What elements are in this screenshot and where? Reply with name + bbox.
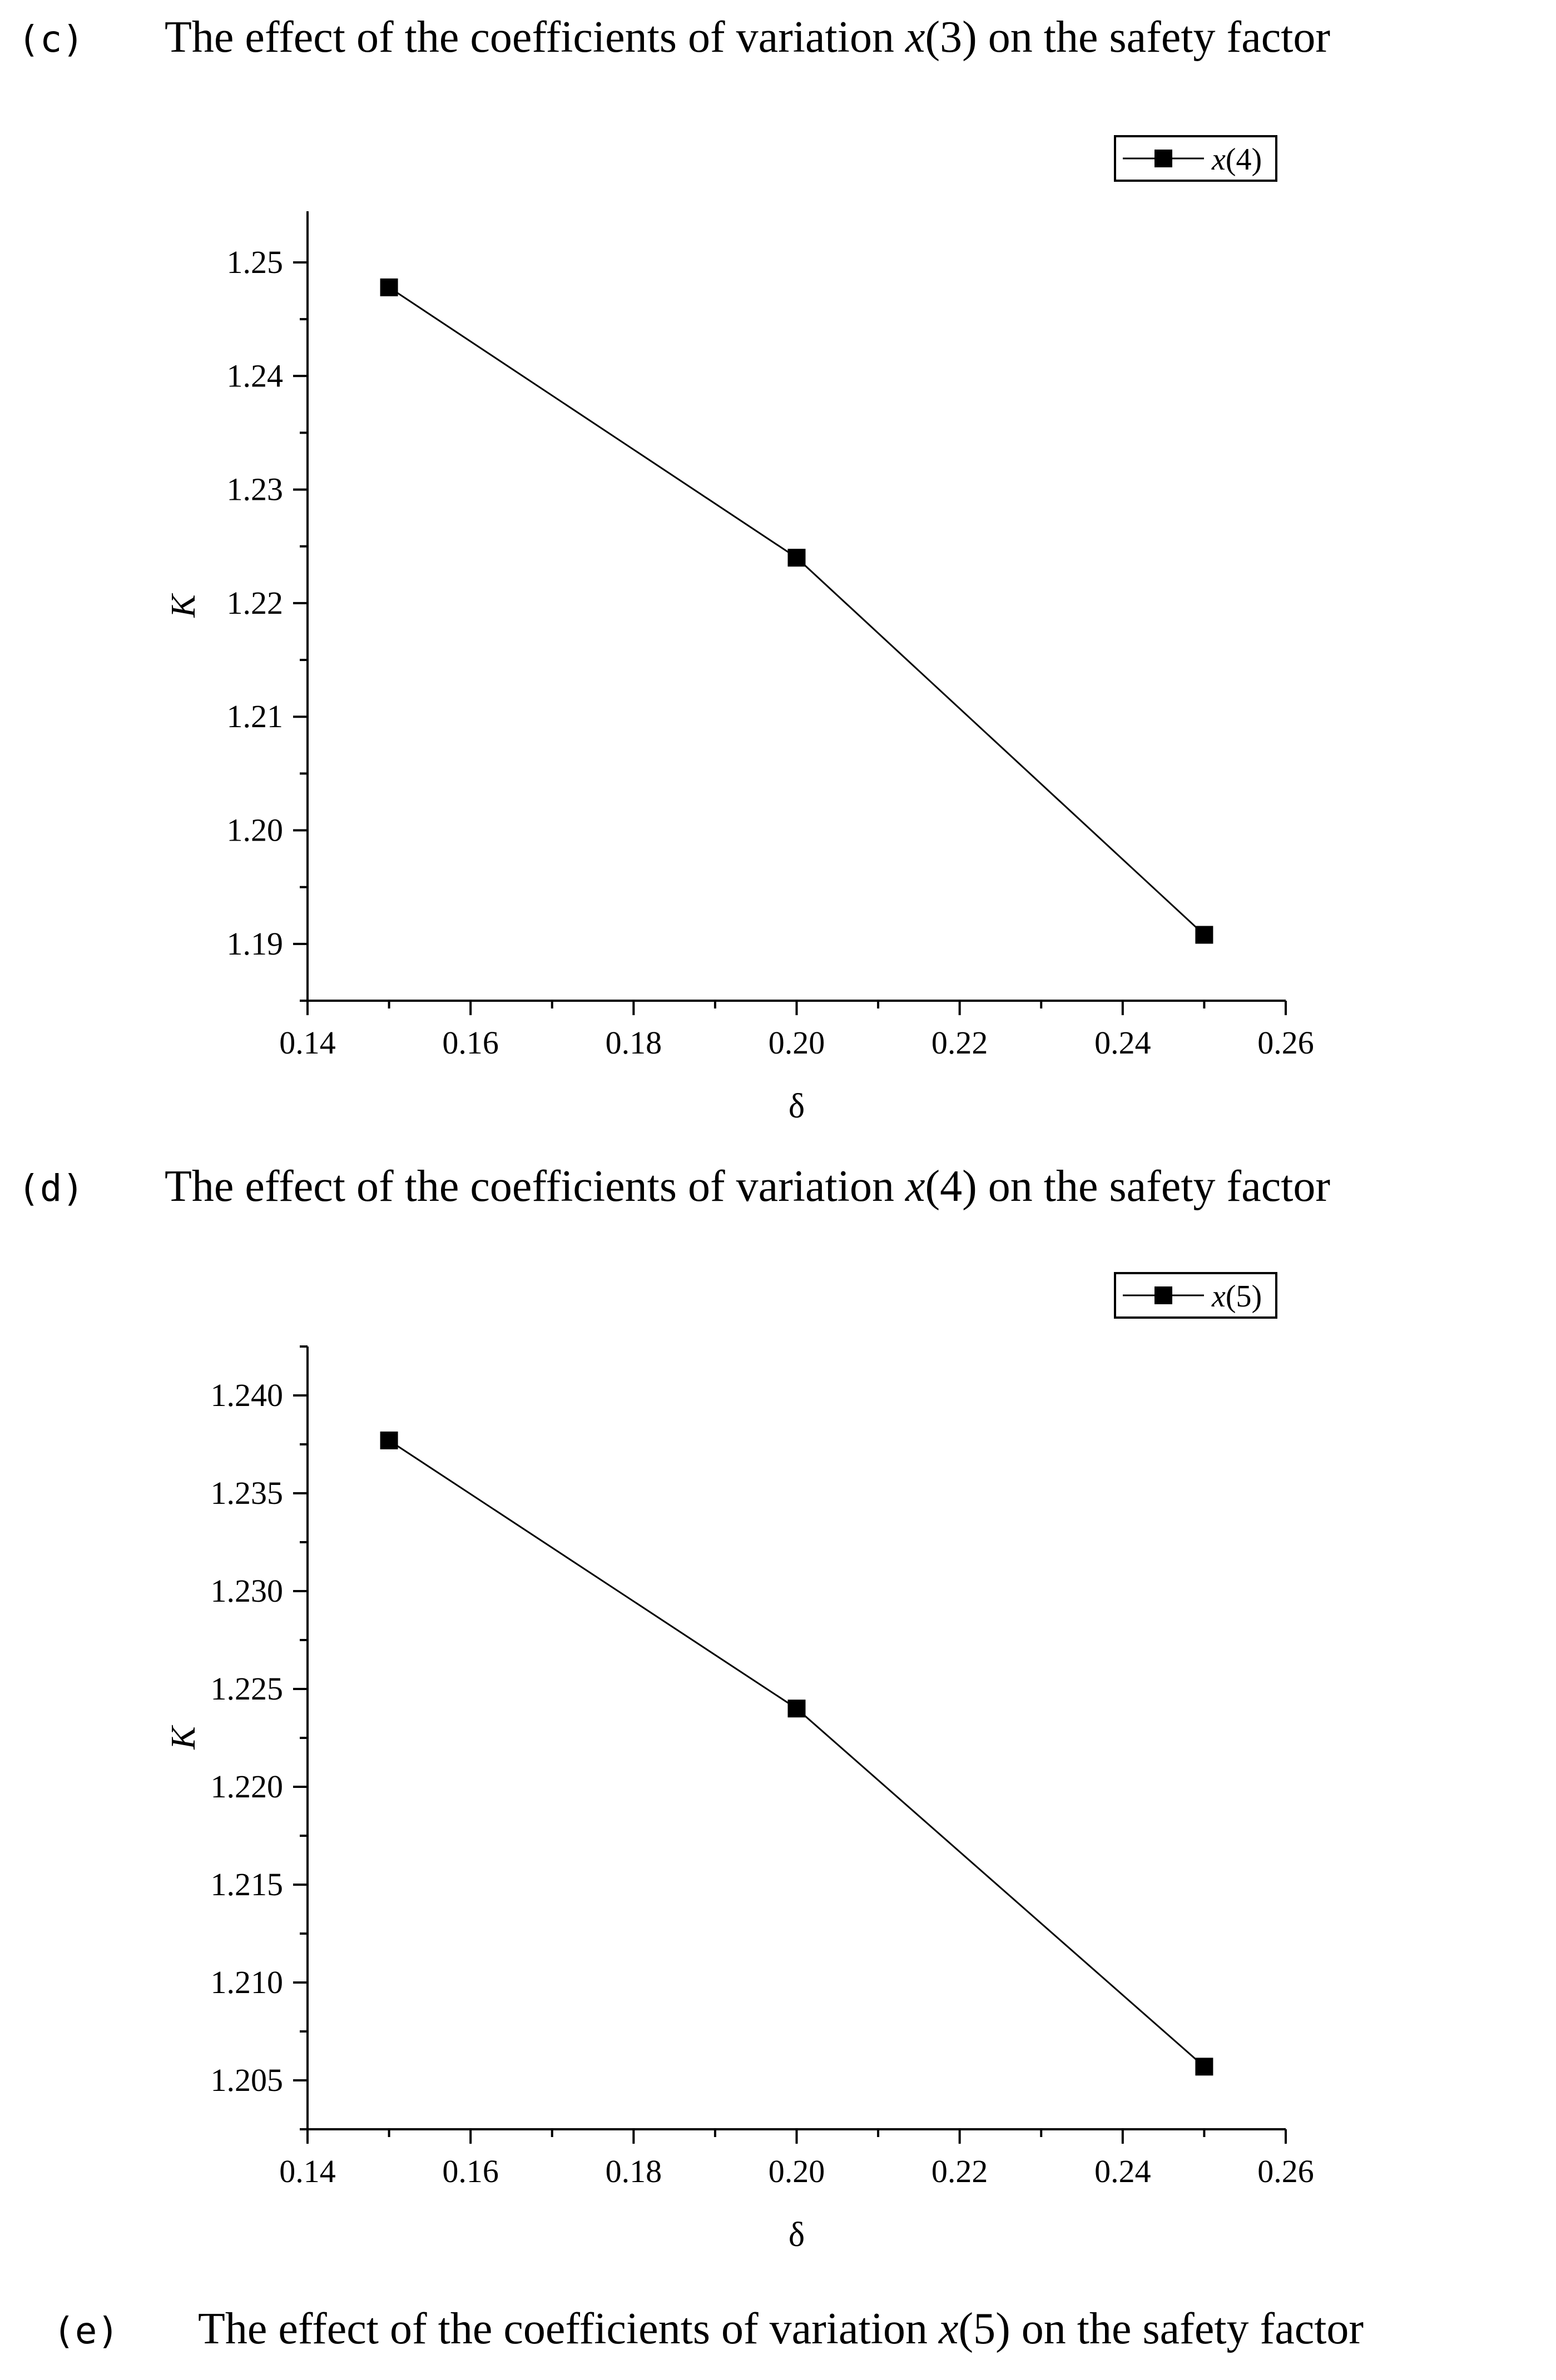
- caption-text: [198, 2304, 1364, 2354]
- y-tick-label: 1.205: [210, 2062, 283, 2098]
- caption-pre: The effect of the coefficients of variation: [165, 1162, 905, 1211]
- legend-marker: [1154, 150, 1172, 167]
- x-tick-label: 0.14: [279, 1025, 336, 1061]
- legend-label: [1211, 1279, 1262, 1314]
- y-tick-label: 1.19: [226, 925, 283, 962]
- legend-suffix: (4): [1225, 142, 1262, 177]
- x-tick-label: 0.14: [279, 2153, 336, 2189]
- data-point: [380, 1432, 398, 1449]
- x-axis-label: δ: [788, 1087, 805, 1125]
- x-tick-label: 0.22: [931, 2153, 988, 2189]
- legend-var: x: [1212, 142, 1226, 177]
- x-tick-label: 0.16: [442, 2153, 499, 2189]
- caption-post: (5) on the safety factor: [958, 2304, 1364, 2353]
- y-tick-label: 1.22: [226, 584, 283, 621]
- caption-var: x: [905, 1162, 925, 1211]
- caption-e: [0, 2302, 1556, 2363]
- y-tick-label: 1.230: [210, 1573, 283, 1609]
- x-tick-label: 0.18: [605, 1025, 662, 1061]
- y-tick-label: 1.20: [226, 812, 283, 848]
- series-line: [389, 1440, 1205, 2066]
- chart-x4: [0, 0, 1556, 1156]
- x-tick-label: 0.26: [1257, 1025, 1314, 1061]
- data-point: [1195, 926, 1213, 943]
- caption-pre: The effect of the coefficients of variation: [165, 13, 905, 62]
- caption-var: x: [939, 2304, 959, 2353]
- y-tick-label: 1.210: [210, 1964, 283, 2000]
- data-point: [788, 1700, 806, 1717]
- legend-suffix: (5): [1225, 1279, 1262, 1314]
- x-tick-label: 0.22: [931, 1025, 988, 1061]
- y-axis-label: K: [165, 594, 202, 618]
- series-line: [389, 287, 1205, 935]
- y-tick-label: 1.25: [226, 244, 283, 280]
- caption-var: x: [905, 13, 925, 62]
- y-tick-label: 1.220: [210, 1768, 283, 1805]
- caption-text: [165, 1161, 1330, 1212]
- y-tick-label: 1.24: [226, 357, 283, 394]
- caption-d: [0, 1159, 1556, 1220]
- x-tick-label: 0.24: [1094, 2153, 1151, 2189]
- data-point: [1195, 2058, 1213, 2075]
- legend-marker: [1154, 1286, 1172, 1304]
- x-tick-label: 0.24: [1094, 1025, 1151, 1061]
- caption-letter: (c): [18, 18, 85, 61]
- y-tick-label: 1.23: [226, 471, 283, 508]
- y-tick-label: 1.225: [210, 1671, 283, 1707]
- caption-post: (4) on the safety factor: [925, 1162, 1331, 1211]
- y-tick-label: 1.21: [226, 698, 283, 735]
- y-axis-label: K: [165, 1726, 202, 1750]
- x-tick-label: 0.20: [768, 1025, 825, 1061]
- y-tick-label: 1.215: [210, 1866, 283, 1902]
- x-axis-label: δ: [788, 2216, 805, 2254]
- x-tick-label: 0.26: [1257, 2153, 1314, 2189]
- legend-var: x: [1212, 1279, 1226, 1314]
- data-point: [380, 279, 398, 296]
- y-tick-label: 1.235: [210, 1475, 283, 1511]
- caption-letter: (e): [53, 2309, 120, 2352]
- caption-pre: The effect of the coefficients of variation: [198, 2304, 939, 2353]
- x-tick-label: 0.18: [605, 2153, 662, 2189]
- caption-letter: (d): [18, 1167, 85, 1210]
- chart-x5: [0, 1223, 1556, 2307]
- legend-label: [1211, 142, 1262, 177]
- x-tick-label: 0.20: [768, 2153, 825, 2189]
- y-tick-label: 1.240: [210, 1377, 283, 1413]
- data-point: [788, 549, 806, 567]
- caption-post: (3) on the safety factor: [925, 13, 1331, 62]
- x-tick-label: 0.16: [442, 1025, 499, 1061]
